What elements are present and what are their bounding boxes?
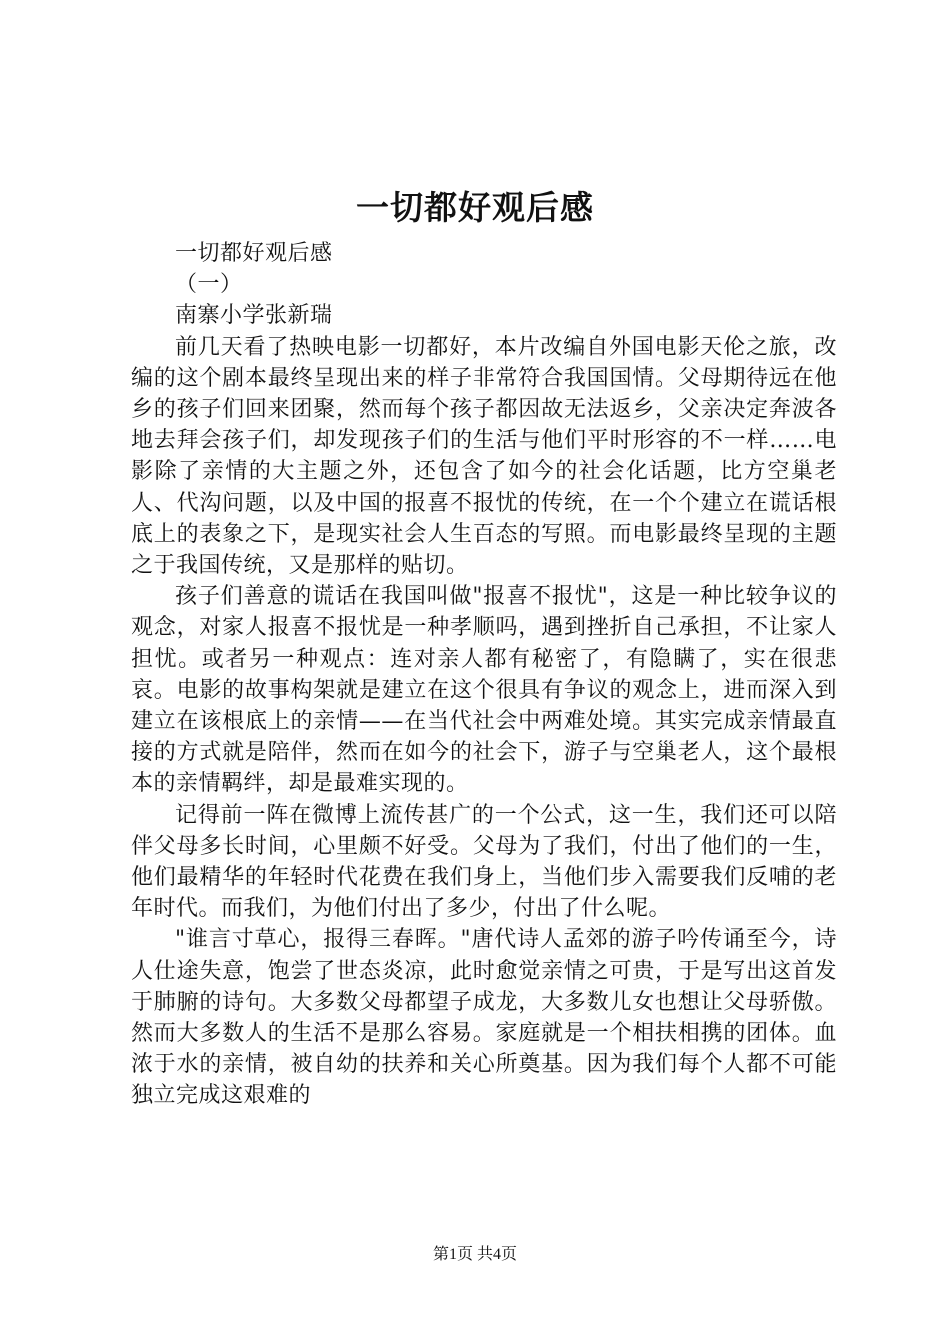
paragraph: 记得前一阵在微博上流传甚广的一个公式，这一生，我们还可以陪伴父母多长时间，心里颇不好受。父母为了我们，付出了他们的一生，他们最精华的年轻时代花费在我们身上，当他们步入需要我们反哺的老年时代。而我们，为他们付出了多少，付出了什么呢。 — [131, 802, 837, 922]
paragraph-section-number: （一） — [175, 272, 243, 298]
document-title: 一切都好观后感 — [356, 188, 594, 227]
paragraph: "谁言寸草心，报得三春晖。"唐代诗人孟郊的游子吟传诵至今，诗人仕途失意，饱尝了世态炎凉，此时愈觉亲情之可贵，于是写出这首发于肺腑的诗句。大多数父母都望子成龙，大多数儿女也想让父母骄傲。然而大多数人的生活不是那么容易。家庭就是一个相扶相携的团体。血浓于水的亲情，被自幼的扶养和关心所奠基。因为我们每个人都不可能独立完成这艰难的 — [131, 927, 837, 1109]
paragraph: 前几天看了热映电影一切都好，本片改编自外国电影天伦之旅，改编的这个剧本最终呈现出来的样子非常符合我国国情。父母期待远在他乡的孩子们回来团聚，然而每个孩子都因故无法返乡，父亲决定奔波各地去拜会孩子们，却发现孩子们的生活与他们平时形容的不一样……电影除了亲情的大主题之外，还包含了如今的社会化话题，比方空巢老人、代沟问题，以及中国的报喜不报忧的传统，在一个个建立在谎话根底上的表象之下，是现实社会人生百态的写照。而电影最终呈现的主题之于我国传统，又是那样的贴切。 — [131, 334, 837, 579]
paragraph-author: 南寨小学张新瑞 — [175, 303, 333, 329]
paragraph: 孩子们善意的谎话在我国叫做"报喜不报忧"，这是一种比较争议的观念，对家人报喜不报忧是一种孝顺吗，遇到挫折自己承担，不让家人担忧。或者另一种观点：连对亲人都有秘密了，有隐瞒了，实在很悲哀。电影的故事构架就是建立在这个很具有争议的观念上，进而深入到建立在该根底上的亲情——在当代社会中两难处境。其实完成亲情最直接的方式就是陪伴，然而在如今的社会下，游子与空巢老人，这个最根本的亲情羁绊，却是最难实现的。 — [131, 584, 837, 797]
paragraph-subtitle: 一切都好观后感 — [175, 241, 333, 266]
document-body — [131, 238, 837, 1112]
page-footer: 第1页 共4页 — [432, 1246, 517, 1263]
